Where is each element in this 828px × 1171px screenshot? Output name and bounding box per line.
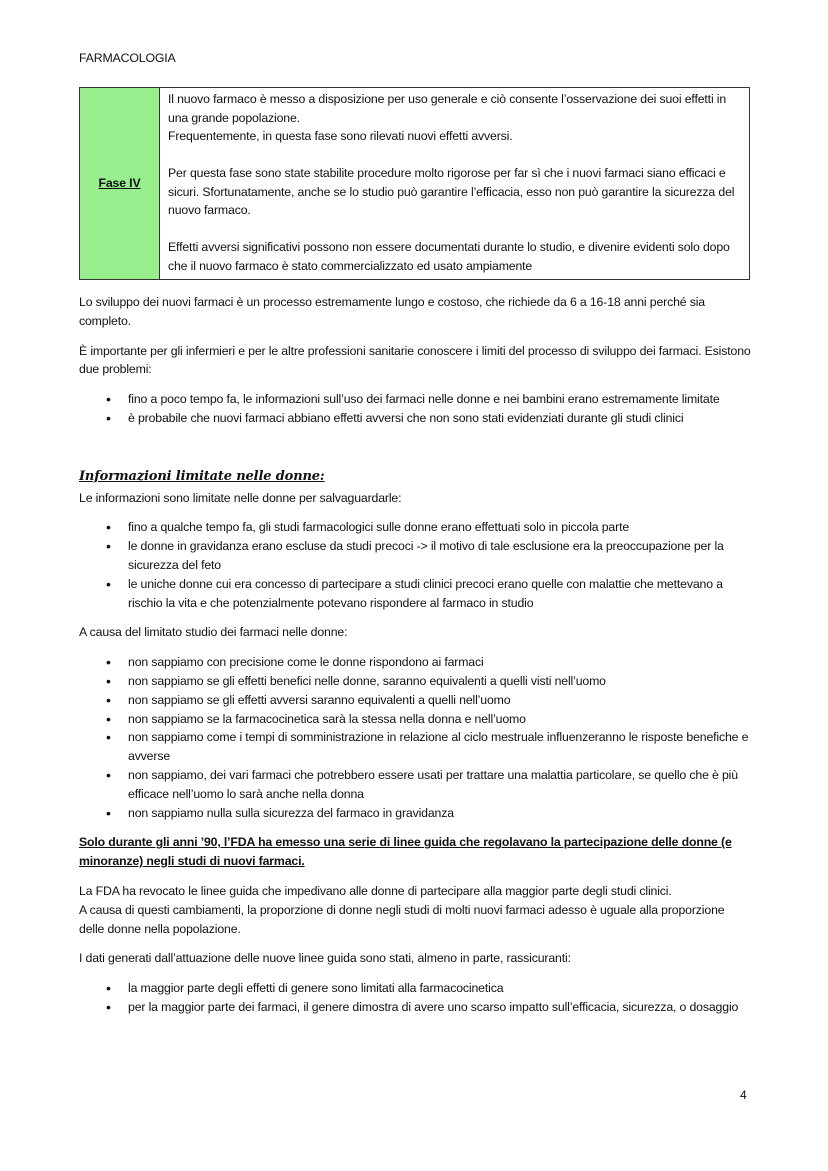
list-item: • le uniche donne cui era concesso di partecipare a studi clinici precoci erano quelle con malattie che mettevano a rischio la vita e che potenzialmente potevano rispondere al farmaco in studio [128,575,751,613]
list-item: • non sappiamo se gli effetti benefici nelle donne, saranno equivalenti a quelli visti nell’uomo [128,672,751,691]
desc-paragraph: Frequentemente, in questa fase sono rilevati nuovi effetti avversi. [168,129,513,143]
paragraph: A causa del limitato studio dei farmaci nelle donne: [79,625,348,640]
list-item: • non sappiamo con precisione come le donne rispondono ai farmaci [128,653,751,672]
list-item: • non sappiamo se la farmacocinetica sarà la stessa nella donna e nell’uomo [128,710,751,729]
list-item: • non sappiamo, dei vari farmaci che potrebbero essere usati per trattare una malattia particolare, se quello che è più efficace nell’uomo lo sarà anche nella donna [128,766,751,804]
desc-paragraph: Per questa fase sono state stabilite procedure molto rigorose per far sì che i nuovi farmaci siano efficaci e sicuri. Sfortunatamente, anche se lo studio può garantire l’efficacia, esso non può garantire la sicurezza del nuovo farmaco. [168,166,735,217]
page-header: FARMACOLOGIA [79,51,176,65]
phase-description [160,88,750,280]
list-item: • le donne in gravidanza erano escluse da studi precoci -> il motivo di tale esclusione era la preoccupazione per la sicurezza del feto [128,537,751,575]
paragraph: Le informazioni sono limitate nelle donne per salvaguardarle: [79,490,402,505]
phase-label: Fase IV [80,88,160,280]
paragraph: A causa di questi cambiamenti, la proporzione di donne negli studi di molti nuovi farmaci adesso è uguale alla proporzione delle donne nella popolazione. [79,902,725,936]
paragraph: I dati generati dall’attuazione delle nuove linee guida sono stati, almeno in parte, rassicuranti: [79,951,571,966]
desc-paragraph: Il nuovo farmaco è messo a disposizione per uso generale e ciò consente l’osservazione dei suoi effetti in una grande popolazione. [168,92,727,125]
list-item: • fino a poco tempo fa, le informazioni sull’uso dei farmaci nelle donne e nei bambini erano estremamente limitate [128,390,751,409]
reasons-list [79,518,751,612]
page-number: 4 [740,1088,747,1102]
list-item: • non sappiamo se gli effetti avversi saranno equivalenti a quelli nell’uomo [128,691,751,710]
desc-paragraph: Effetti avversi significativi possono non essere documentati durante lo studio, e divenire evidenti solo dopo che il nuovo farmaco è stato commercializzato ed usato ampiamente [168,240,730,273]
fda-highlight: Solo durante gli anni ’90, l’FDA ha emesso una serie di linee guida che regolavano la partecipazione delle donne (e minoranze) negli studi di nuovi farmaci. [79,835,732,869]
table-row [80,88,750,280]
section-heading: Informazioni limitate nelle donne: [79,468,325,484]
phase-table [79,87,750,280]
list-item: • fino a qualche tempo fa, gli studi farmacologici sulle donne erano effettuati solo in piccola parte [128,518,751,537]
problems-list [79,390,751,428]
paragraph: Lo sviluppo dei nuovi farmaci è un processo estremamente lungo e costoso, che richiede da 6 a 16-18 anni perché sia completo. [79,295,705,328]
list-item: • non sappiamo nulla sulla sicurezza del farmaco in gravidanza [128,804,751,823]
body-text [79,293,751,1028]
consequences-list [79,653,751,822]
findings-list [79,979,751,1017]
list-item: • è probabile che nuovi farmaci abbiano effetti avversi che non sono stati evidenziati durante gli studi clinici [128,409,751,428]
list-item: • per la maggior parte dei farmaci, il genere dimostra di avere uno scarso impatto sull’efficacia, sicurezza, o dosaggio [128,998,751,1017]
paragraph: La FDA ha revocato le linee guida che impedivano alle donne di partecipare alla maggior parte degli studi clinici. [79,883,672,898]
list-item: • la maggior parte degli effetti di genere sono limitati alla farmacocinetica [128,979,751,998]
list-item: • non sappiamo come i tempi di somministrazione in relazione al ciclo mestruale influenzeranno le risposte benefiche e avverse [128,728,751,766]
paragraph: È importante per gli infermieri e per le altre professioni sanitarie conoscere i limiti del processo di sviluppo dei farmaci. Esistono due problemi: [79,343,751,377]
